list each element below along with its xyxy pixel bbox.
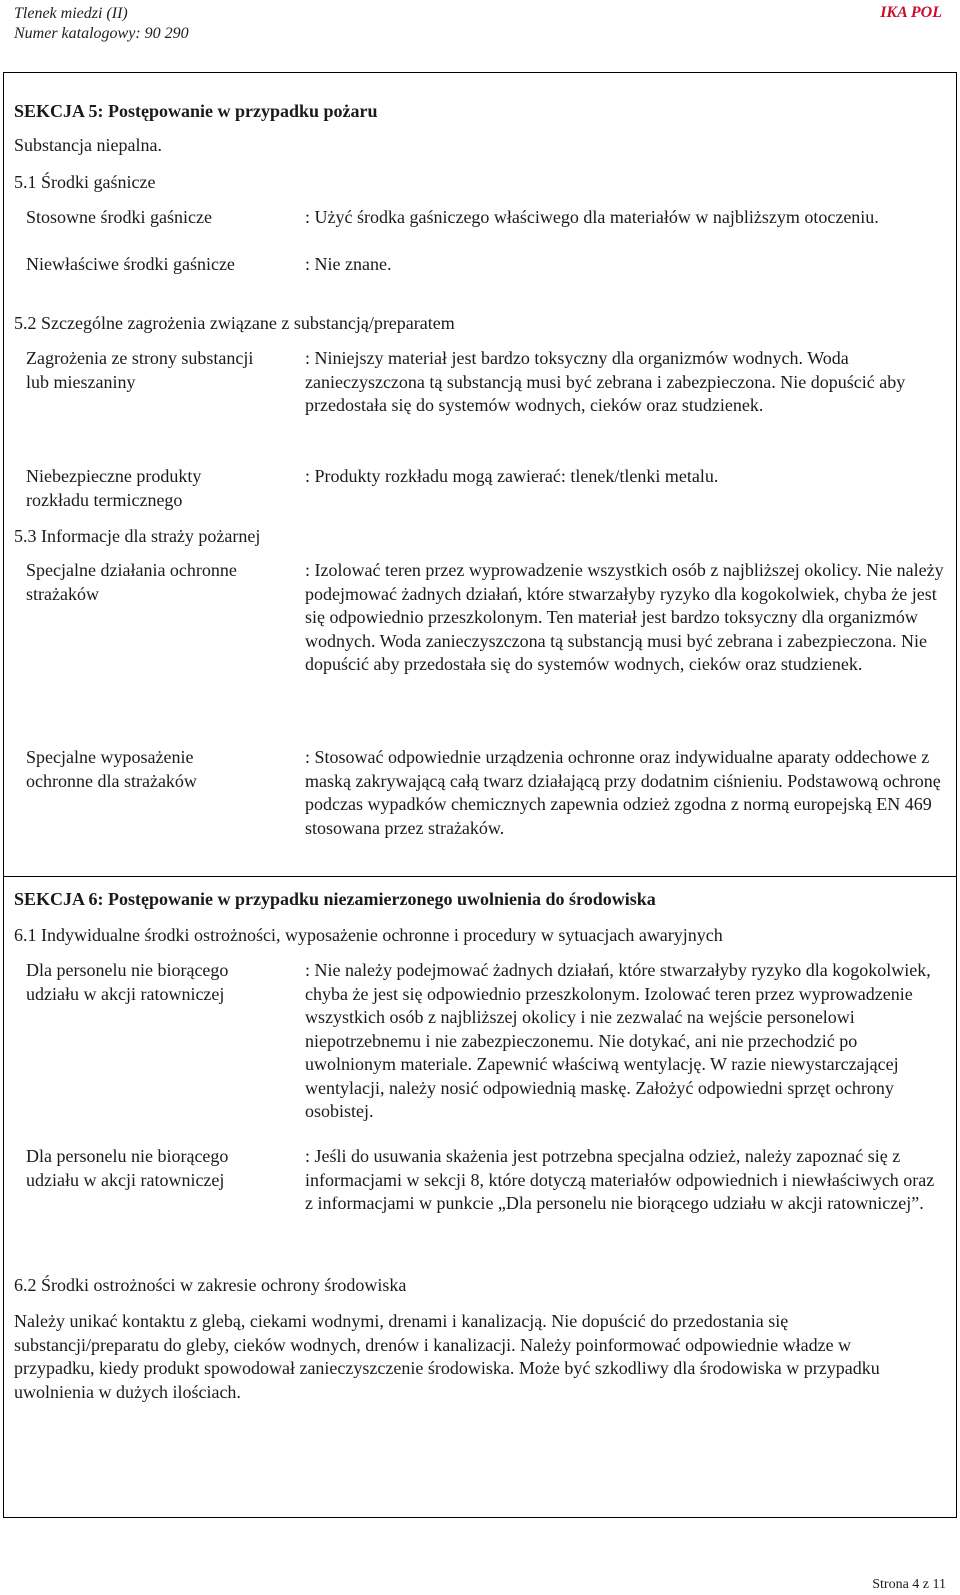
page-number: Strona 4 z 11 xyxy=(872,1577,946,1592)
section5-intro: Substancja niepalna. xyxy=(14,135,162,155)
subsection-6-1-title: 6.1 Indywidualne środki ostrożności, wyposażenie ochronne i procedury w sytuacjach awaryjnych xyxy=(14,925,723,945)
section5-title: SEKCJA 5: Postępowanie w przypadku pożaru xyxy=(14,101,378,121)
section6-title: SEKCJA 6: Postępowanie w przypadku niezamierzonego uwolnienia do środowiska xyxy=(14,889,656,909)
decomposition-value: : Produkty rozkładu mogą zawierać: tlenek/tlenki metalu. xyxy=(305,466,719,486)
firefighter-equipment-value: : Stosować odpowiednie urządzenia ochronne oraz indywidualne aparaty oddechowe z maską zakrywającą całą twarz działającą przy dodatnim ciśnieniu. Podstawową ochronę podczas wypadków chemicznych zapewnia odzież zgodna z normą europejską EN 469 stosowana przez strażaków. xyxy=(305,747,941,838)
suitable-media-label: Stosowne środki gaśnicze xyxy=(26,207,212,227)
document-header xyxy=(14,4,189,44)
subsection-6-2-title: 6.2 Środki ostrożności w zakresie ochrony środowiska xyxy=(14,1275,407,1295)
firefighter-equipment-label: Specjalne wyposażenie ochronne dla strażaków xyxy=(26,747,197,791)
suitable-media-value: : Użyć środka gaśniczego właściwego dla materiałów w najbliższym otoczeniu. xyxy=(305,207,879,227)
hazards-label: Zagrożenia ze strony substancji lub mieszaniny xyxy=(26,348,254,392)
product-name: Tlenek miedzi (II) xyxy=(14,5,128,22)
personnel2-label: Dla personelu nie biorącego udziału w akcji ratowniczej xyxy=(26,1146,229,1190)
personnel1-value: : Nie należy podejmować żadnych działań, które stwarzałyby ryzyko dla kogokolwiek, chyba że jest się odpowiednio przeszkolonym. Izolować teren przez wyprowadzenie wszystkich osób z najbliższej okolicy i nie zezwalać na wejście personelowi niepotrzebnemu i nie zabezpieczonemu. Nie dotykać, ani nie przechodzić po uwolnionym materiale. Zapewnić właściwą wentylację. W razie niewystarczającej wentylacji, należy nosić odpowiednią maskę. Założyć odpowiedni sprzęt ochrony osobistej. xyxy=(305,960,931,1121)
unsuitable-media-label: Niewłaściwe środki gaśnicze xyxy=(26,254,235,274)
company-logo-text: IKA POL xyxy=(880,4,942,21)
subsection-5-1-title: 5.1 Środki gaśnicze xyxy=(14,172,156,192)
subsection-5-2-title: 5.2 Szczególne zagrożenia związane z substancją/preparatem xyxy=(14,313,455,333)
personnel1-label: Dla personelu nie biorącego udziału w akcji ratowniczej xyxy=(26,960,229,1004)
decomposition-label: Niebezpieczne produkty rozkładu termicznego xyxy=(26,466,202,510)
unsuitable-media-value: : Nie znane. xyxy=(305,254,392,274)
subsection-5-3-title: 5.3 Informacje dla straży pożarnej xyxy=(14,526,261,546)
environmental-precautions-text: Należy unikać kontaktu z glebą, ciekami wodnymi, drenami i kanalizacją. Nie dopuścić do przedostania się substancji/preparatu do gleby, cieków wodnych, drenów i kanalizacji. Należy poinformować odpowiednie władze w przypadku, kiedy produkt spowodował zanieczyszczenie środowiska. Może być szkodliwy dla środowiska w przypadku uwolnienia w dużych ilościach. xyxy=(14,1311,880,1402)
catalog-number: Numer katalogowy: 90 290 xyxy=(14,25,189,42)
hazards-value: : Niniejszy materiał jest bardzo toksyczny dla organizmów wodnych. Woda zanieczyszczona tą substancją musi być zebrana i zabezpieczona. Nie dopuścić aby przedostała się do systemów wodnych, cieków oraz studzienek. xyxy=(305,348,906,415)
personnel2-value: : Jeśli do usuwania skażenia jest potrzebna specjalna odzież, należy zapoznać się z informacjami w sekcji 8, które dotyczą materiałów odpowiednich i niewłaściwych oraz z informacjami w punkcie „Dla personelu nie biorącego udziału w akcji ratowniczej”. xyxy=(305,1146,935,1213)
firefighter-actions-value: : Izolować teren przez wyprowadzenie wszystkich osób z najbliższej okolicy. Nie należy podejmować żadnych działań, które stwarzałyby ryzyko dla kogokolwiek, chyba że jest się odpowiednio przeszkolonym. Ten materiał jest bardzo toksyczny dla organizmów wodnych. Woda zanieczyszczona tą substancją musi być zebrana i zabezpieczona. Nie dopuścić aby przedostała się do systemów wodnych, cieków oraz studzienek. xyxy=(305,560,944,674)
firefighter-actions-label: Specjalne działania ochronne strażaków xyxy=(26,560,237,604)
